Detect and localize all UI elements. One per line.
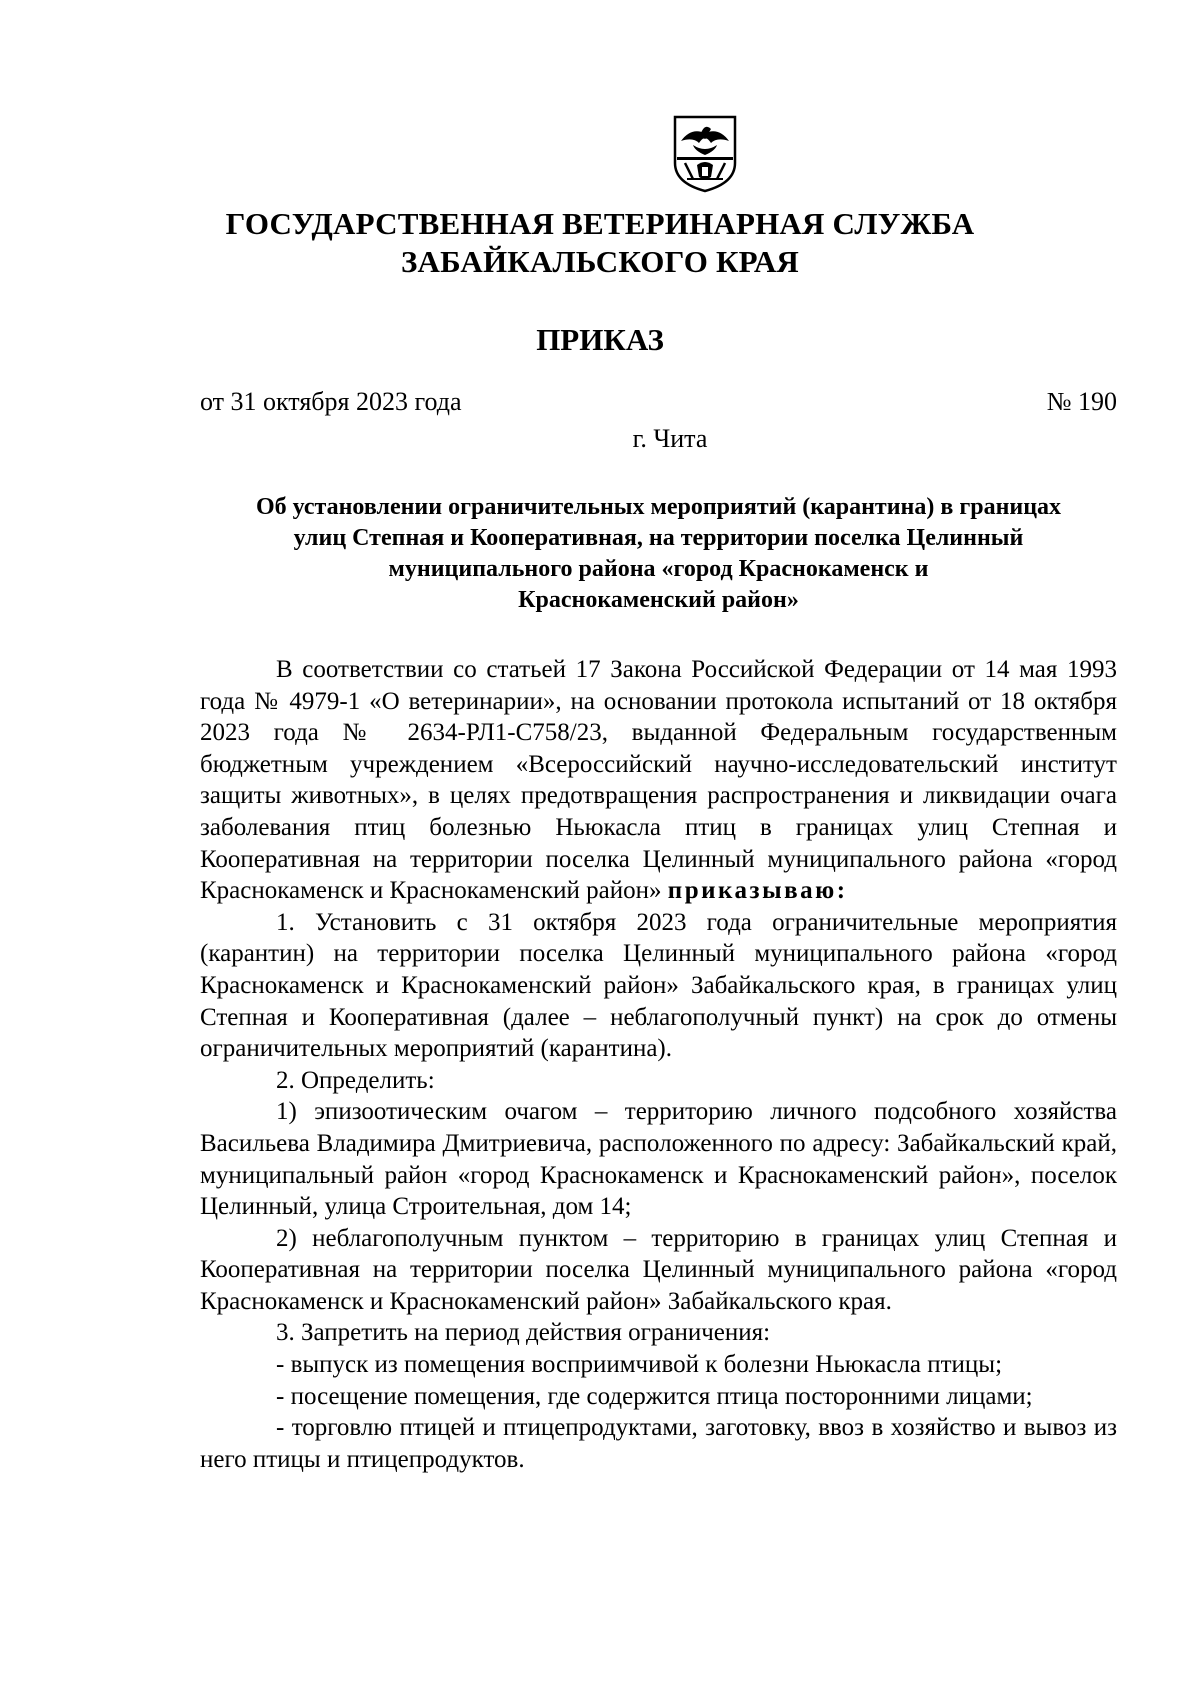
document-type-title: ПРИКАЗ — [536, 322, 664, 357]
subject-line: Краснокаменский район» — [518, 587, 799, 613]
document-subject — [200, 492, 1117, 616]
clause-2-item-1: 1) эпизоотическим очагом – территорию личного подсобного хозяйства Васильева Владимира Дмитриевича, расположенного по адресу: Забайкальский край, муниципальный район «город Краснокаменск и Краснокаменский район», поселок Целинный, улица Строительная, дом 14; — [200, 1098, 1117, 1221]
preamble-paragraph — [200, 654, 1117, 907]
order-word: приказываю: — [667, 877, 848, 905]
clause-1: 1. Установить с 31 октября 2023 года ограничительные мероприятия (карантин) на территории поселка Целинный муниципального района «город Краснокаменск и Краснокаменский район» Забайкальского края, в границах улиц Степная и Кооперативная (далее – неблагополучный пункт) на срок до отмены ограничительных мероприятий (карантина). — [200, 908, 1117, 1063]
document-number: № 190 — [1046, 387, 1117, 416]
clause-2-item-2: 2) неблагополучным пунктом – территорию в границах улиц Степная и Кооперативная на территории поселка Целинный муниципального района «город Краснокаменск и Краснокаменский район» Забайкальского края. — [200, 1224, 1117, 1315]
document-date: от 31 октября 2023 года — [200, 387, 462, 416]
subject-line: Об установлении ограничительных мероприятий (карантина) в границах — [255, 494, 1062, 520]
clause-3-item-3: - торговлю птицей и птицепродуктами, заготовку, ввоз в хозяйство и вывоз из него птицы и птицепродуктов. — [200, 1414, 1117, 1473]
clause-3: 3. Запретить на период действия ограничения: — [276, 1319, 771, 1347]
clause-3-item-2: - посещение помещения, где содержится птица посторонними лицами; — [276, 1382, 1033, 1410]
preamble-text: В соответствии со статьей 17 Закона Российской Федерации от 14 мая 1993 года № 4979-1 «О ветеринарии», на основании протокола испытаний от 18 октября 2023 года № 2634-РЛ1-С758/23, выданной Федеральным государственным бюджетным учреждением «Всероссийский научно-исследовательский институт защиты животных», в целях предотвращения распространения и ликвидации очага заболевания птиц болезнью Ньюкасла птиц в границах улиц Степная и Кооперативная на территории поселка Целинный муниципального района «город Краснокаменск и Краснокаменский район» — [200, 656, 1117, 905]
clause-3-item-1: - выпуск из помещения восприимчивой к болезни Ньюкасла птицы; — [276, 1351, 1003, 1379]
subject-line: муниципального района «город Краснокаменск и — [388, 556, 929, 582]
document-body — [200, 654, 1117, 1475]
organization-name-line1: ГОСУДАРСТВЕННАЯ ВЕТЕРИНАРНАЯ СЛУЖБА — [225, 206, 975, 241]
document-city: г. Чита — [632, 424, 708, 453]
subject-line: улиц Степная и Кооперативная, на территории поселка Целинный — [293, 525, 1024, 551]
coat-of-arms-icon — [671, 113, 739, 193]
clause-2: 2. Определить: — [276, 1066, 435, 1094]
organization-name-line2: ЗАБАЙКАЛЬСКОГО КРАЯ — [400, 244, 800, 279]
